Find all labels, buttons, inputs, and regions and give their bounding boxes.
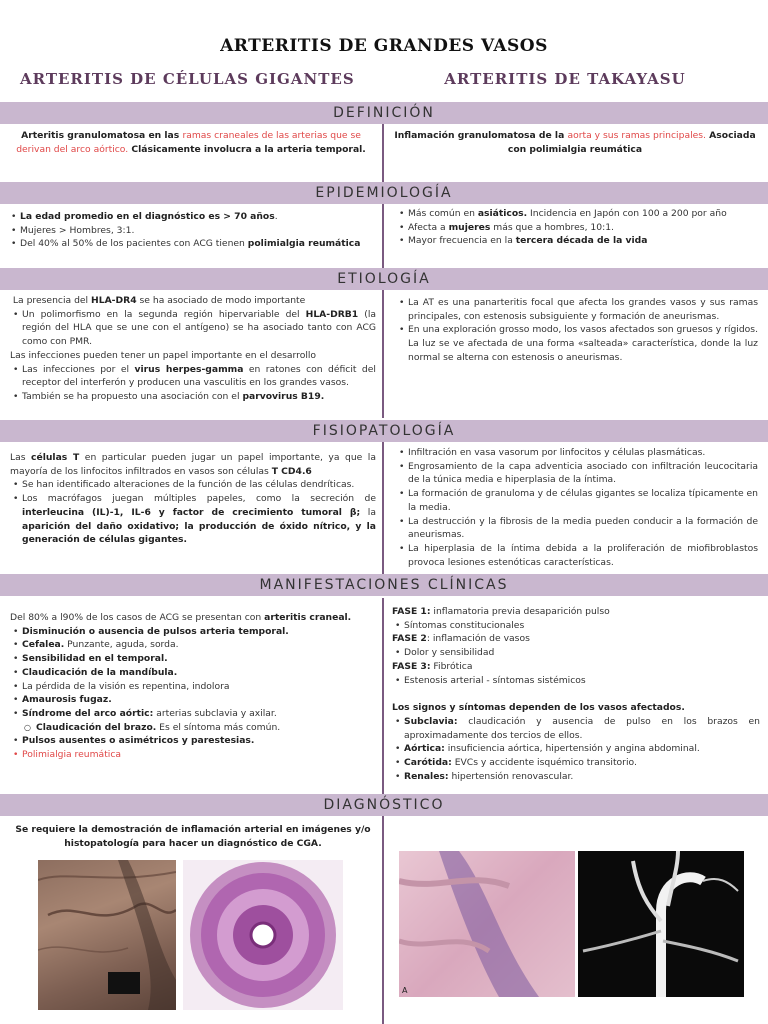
section-definicion: DEFINICIÓN — [0, 102, 768, 124]
takayasu-histology-drawing — [399, 851, 575, 997]
list-item: • Las infecciones por el virus herpes-gamma en ratones con déficit del receptor del interferón y producen una vasculitis en los grandes vasos. — [10, 363, 376, 390]
epidemiologia-left — [8, 210, 378, 251]
list-item: • Se han identificado alteraciones de la función de las células dendríticas. — [10, 478, 376, 492]
list-item: • La destrucción y la fibrosis de la media pueden conducir a la formación de aneurismas. — [396, 515, 758, 542]
list-item: • Engrosamiento de la capa adventicia asociado con infiltración leucocitaria de la túnica media e hiperplasia de la íntima. — [396, 460, 758, 487]
temporal-artery-photo — [38, 860, 176, 1010]
page-title: ARTERITIS DE GRANDES VASOS — [220, 36, 548, 56]
temporal-artery-histology — [183, 860, 343, 1010]
list-item: • Mujeres > Hombres, 3:1. — [8, 224, 378, 238]
list-item: • Amaurosis fugaz. — [10, 693, 376, 707]
list-item: • Sensibilidad en el temporal. — [10, 652, 376, 666]
list-item: • Mayor frecuencia en la tercera década de la vida — [396, 234, 758, 248]
list-item: • En una exploración grosso modo, los vasos afectados son gruesos y rígidos. La luz se ve afectada de una forma «salteada» característica, donde la luz normal se alterna con estenosis o aneurismas. — [396, 323, 758, 364]
list-item: • La edad promedio en el diagnóstico es > 70 años. — [8, 210, 378, 224]
takayasu-angiography-drawing — [578, 851, 744, 997]
list-subitem: ○ Claudicación del brazo. Es el síntoma más común. — [10, 721, 376, 735]
takayasu-histology — [399, 851, 575, 997]
list-item: • La pérdida de la visión es repentina, indolora — [10, 680, 376, 694]
list-item: • La hiperplasia de la íntima debida a la proliferación de miofibroblastos provoca lesiones estenóticas características. — [396, 542, 758, 569]
takayasu-angiography — [578, 851, 744, 997]
list-item: • Infiltración en vasa vasorum por linfocitos y células plasmáticas. — [396, 446, 758, 460]
list-item: • También se ha propuesto una asociación con el parvovirus B19. — [10, 390, 376, 404]
figure-label: A — [402, 986, 408, 995]
list-item: • Disminución o ausencia de pulsos arteria temporal. — [10, 625, 376, 639]
list-item: • Aórtica: insuficiencia aórtica, hipertensión y angina abdominal. — [392, 742, 760, 756]
fisiopatologia-left: Las células T en particular pueden jugar un papel importante, ya que la mayoría de los linfocitos infiltrados en vasos son células T CD4.6 • Se han identificado alteraciones de la función de las células dendríticas. • Los macrófagos juegan múltiples papeles, como la secreción de interleucina (IL)-1, IL-6 y factor de crecimiento tumoral β; la aparición del daño oxidativo; la producción de óxido nítrico, y la generación de células gigantes. — [10, 451, 376, 547]
diagnostico-left-text: Se requiere la demostración de inflamación arterial en imágenes y/o histopatología para hacer un diagnóstico de CGA. — [15, 824, 371, 849]
list-item: • Renales: hipertensión renovascular. — [392, 770, 760, 784]
left-heading: ARTERITIS DE CÉLULAS GIGANTES — [20, 70, 355, 88]
definicion-left: Arteritis granulomatosa en las ramas craneales de las arterias que se derivan del arco aórtico. Clásicamente involucra a la arteria temporal. — [16, 130, 366, 155]
temporal-artery-photo-drawing — [38, 860, 176, 1010]
section-manifestaciones: MANIFESTACIONES CLÍNICAS — [0, 574, 768, 596]
list-item: • Claudicación de la mandíbula. — [10, 666, 376, 680]
list-item: • Carótida: EVCs y accidente isquémico transitorio. — [392, 756, 760, 770]
list-item: • Los macrófagos juegan múltiples papeles, como la secreción de interleucina (IL)-1, IL-6 y factor de crecimiento tumoral β; la aparición del daño oxidativo; la producción de óxido nítrico, y la generación de células gigantes. — [10, 492, 376, 547]
list-item: • Polimialgia reumática — [10, 748, 376, 762]
list-item: • La AT es una panarteritis focal que afecta los grandes vasos y sus ramas principales, con estenosis subsiguiente y formación de aneurismas. — [396, 296, 758, 323]
right-heading: ARTERITIS DE TAKAYASU — [444, 70, 686, 88]
section-fisiopatologia: FISIOPATOLOGÍA — [0, 420, 768, 442]
section-etiologia: ETIOLOGÍA — [0, 268, 768, 290]
column-divider — [382, 440, 384, 574]
list-item: • Síntomas constitucionales — [392, 619, 760, 633]
manifestaciones-left: Del 80% a l90% de los casos de ACG se presentan con arteritis craneal. • Disminución o ausencia de pulsos arteria temporal. • Cefalea. Punzante, aguda, sorda. • Sensibilidad en el temporal. • Claudicación de la mandíbula. • La pérdida de la visión es repentina, indolora • Amaurosis fugaz. • Síndrome del arco aórtic: arterias subclavia y axilar. ○ Claudicación del brazo. Es el síntoma más común. • Pulsos ausentes o asimétricos y parestesias. • Polimialgia reumática — [10, 611, 376, 762]
fisiopatologia-right — [396, 446, 758, 569]
list-item: • Más común en asiáticos. Incidencia en Japón con 100 a 200 por año — [396, 207, 758, 221]
list-item: • Del 40% al 50% de los pacientes con ACG tienen polimialgia reumática — [8, 237, 378, 251]
list-item: • Subclavia: claudicación y ausencia de pulso en los brazos en aproximadamente dos tercios de ellos. — [392, 715, 760, 742]
definicion-right: Inflamación granulomatosa de la aorta y sus ramas principales. Asociada con polimialgia reumática — [394, 130, 756, 155]
list-item: • La formación de granuloma y de células gigantes se localiza típicamente en la media. — [396, 487, 758, 514]
censor-bar — [108, 972, 140, 994]
column-divider — [382, 204, 384, 268]
list-item: • Un polimorfismo en la segunda región hipervariable del HLA-DRB1 (la región del HLA que se une con el antígeno) se ha asociado tanto con ACG como con PMR. — [10, 308, 376, 349]
temporal-artery-histology-drawing — [183, 860, 343, 1010]
column-divider — [382, 598, 384, 794]
column-divider — [382, 816, 384, 1024]
manifestaciones-right: FASE 1: inflamatoria previa desaparición pulso • Síntomas constitucionales FASE 2: inflamación de vasos • Dolor y sensibilidad FASE 3: Fibrótica • Estenosis arterial - síntomas sistémicos Los signos y síntomas dependen de los vasos afectados. • Subclavia: claudicación y ausencia de pulso en los brazos en aproximadamente dos tercios de ellos. • Aórtica: insuficiencia aórtica, hipertensión y angina abdominal. • Carótida: EVCs y accidente isquémico transitorio. • Renales: hipertensión renovascular. — [392, 605, 760, 783]
list-item: • Cefalea. Punzante, aguda, sorda. — [10, 638, 376, 652]
etiologia-right — [396, 296, 758, 365]
list-item: • Estenosis arterial - síntomas sistémicos — [392, 674, 760, 688]
section-epidemiologia: EPIDEMIOLOGÍA — [0, 182, 768, 204]
section-diagnostico: DIAGNÓSTICO — [0, 794, 768, 816]
column-divider — [382, 124, 384, 182]
list-item: • Afecta a mujeres más que a hombres, 10:1. — [396, 221, 758, 235]
epidemiologia-right — [396, 207, 758, 248]
list-item: • Síndrome del arco aórtic: arterias subclavia y axilar. — [10, 707, 376, 721]
column-divider — [382, 290, 384, 418]
list-item: • Pulsos ausentes o asimétricos y parestesias. — [10, 734, 376, 748]
etiologia-left: La presencia del HLA-DR4 se ha asociado de modo importante • Un polimorfismo en la segunda región hipervariable del HLA-DRB1 (la región del HLA que se une con el antígeno) se ha asociado tanto con ACG como con PMR. Las infecciones pueden tener un papel importante en el desarrollo • Las infecciones por el virus herpes-gamma en ratones con déficit del receptor del interferón y producen una vasculitis en los grandes vasos. • También se ha propuesto una asociación con el parvovirus B19. — [10, 294, 376, 404]
list-item: • Dolor y sensibilidad — [392, 646, 760, 660]
